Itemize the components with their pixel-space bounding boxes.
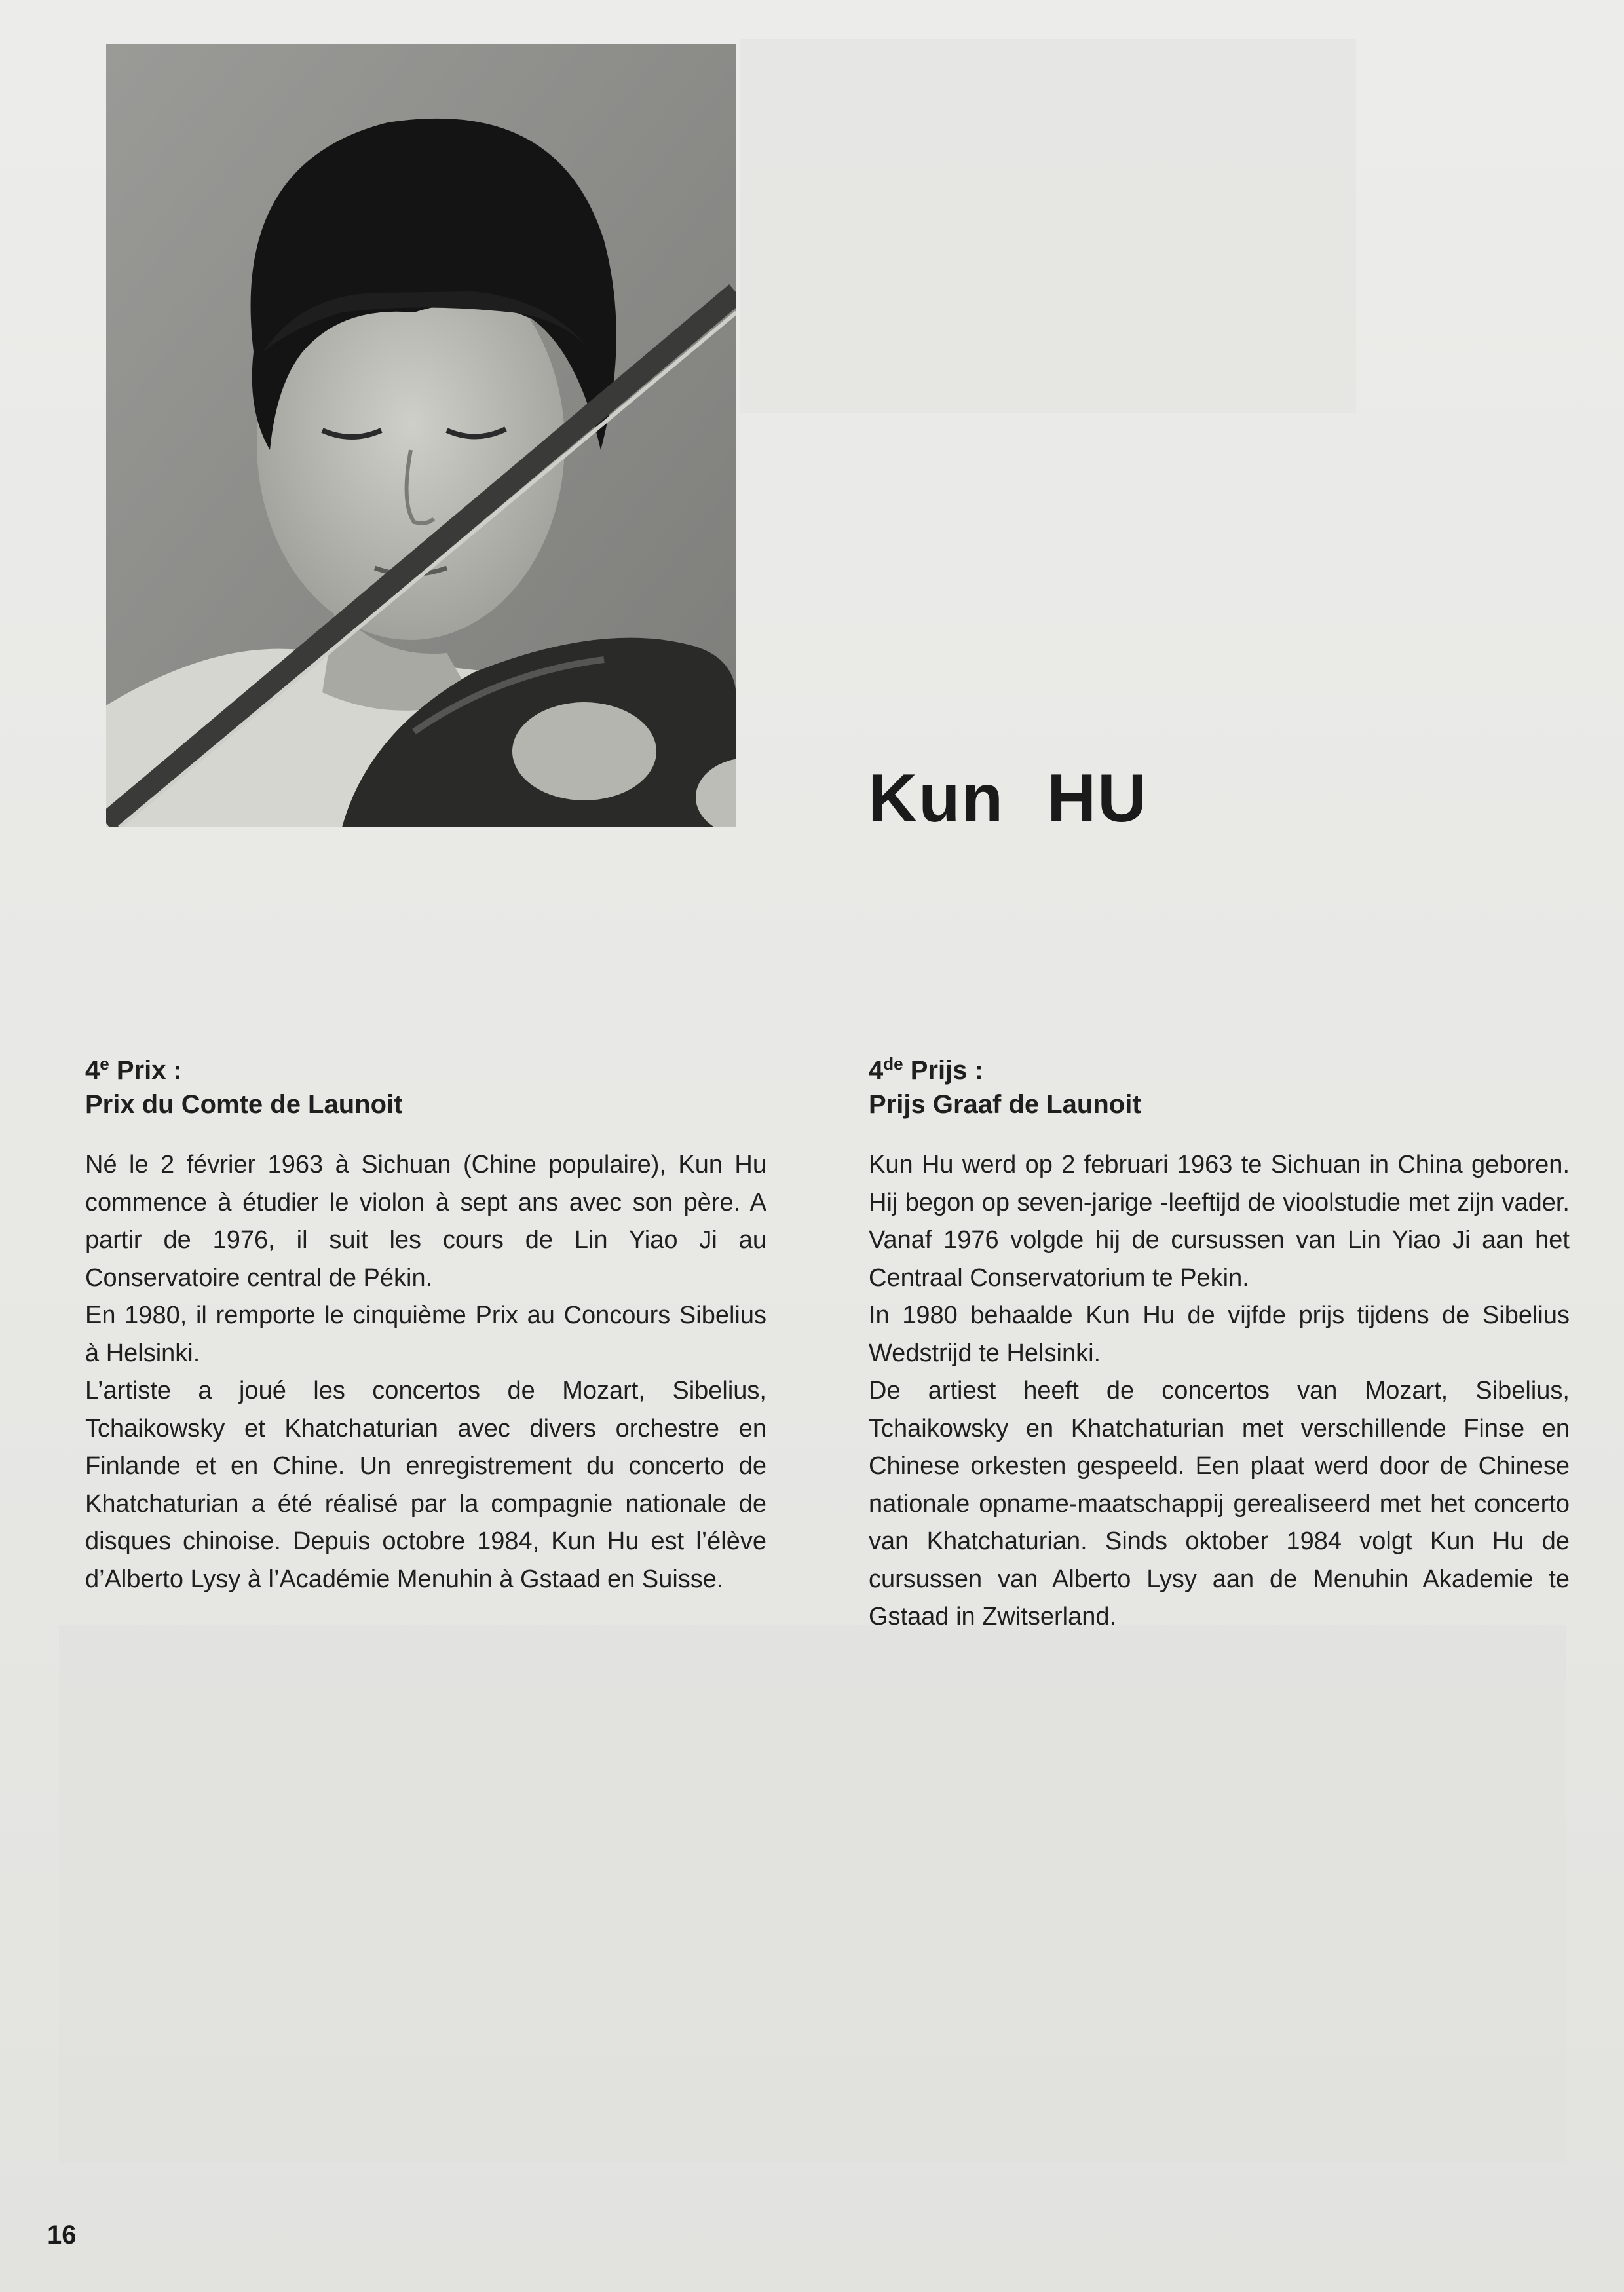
bleed-through-bottom — [59, 1625, 1566, 2162]
french-rank-suffix: e — [100, 1054, 109, 1074]
violinist-portrait-image — [106, 44, 736, 827]
dutch-prize-name: Prijs Graaf de Launoit — [869, 1090, 1141, 1119]
dutch-rank-word: Prijs : — [903, 1056, 983, 1085]
dutch-rank-suffix: de — [883, 1054, 903, 1074]
bleed-through-top — [740, 39, 1356, 413]
dutch-prize-rank — [869, 1053, 1570, 1087]
portrait-photo — [106, 44, 736, 827]
dutch-paragraph-career: De artiest heeft de concertos van Mozart, Sibelius, Tchaikowsky en Khatchaturian met verschillende Finse en Chinese orkesten gespeeld. Een plaat werd door de Chinese nationale opname-maatschappij gerealiseerd met het concerto van Khatchaturian. Sinds oktober 1984 volgt Kun Hu de cursussen van Alberto Lysy aan de Menuhin Akademie te Gstaad in Zwitserland. — [869, 1377, 1570, 1630]
dutch-rank-number: 4 — [869, 1056, 884, 1085]
french-paragraph-career: L’artiste a joué les concertos de Mozart, Sibelius, Tchaikowsky et Khatchaturian avec divers orchestre en Finlande et en Chine. Un enregistrement du concerto de Khatchaturian a été réalisé par la compagnie nationale de disques chinoise. Depuis octobre 1984, Kun Hu est l’élève d’Alberto Lysy à l’Académie Menuhin à Gstaad en Suisse. — [85, 1377, 766, 1593]
french-column — [85, 1053, 766, 1598]
artist-last-name: HU — [1047, 761, 1148, 836]
page-number: 16 — [47, 2221, 77, 2249]
artist-first-name: Kun — [868, 761, 1005, 836]
dutch-paragraph-sibelius: In 1980 behaalde Kun Hu de vijfde prijs tijdens de Sibelius Wedstrijd te Helsinki. — [869, 1302, 1570, 1367]
french-prize-rank — [85, 1053, 766, 1087]
dutch-paragraph-birth: Kun Hu werd op 2 februari 1963 te Sichuan in China geboren. Hij begon op seven-jarige -leeftijd de vioolstudie met zijn vader. Vanaf 1976 volgde hij de cursussen van Lin Yiao Ji aan het Centraal Conservatorium te Pekin. — [869, 1151, 1570, 1292]
french-prize-name: Prix du Comte de Launoit — [85, 1090, 403, 1119]
dutch-column — [869, 1053, 1570, 1636]
french-paragraph-sibelius: En 1980, il remporte le cinquième Prix au Concours Sibelius à Helsinki. — [85, 1302, 766, 1367]
french-rank-number: 4 — [85, 1056, 100, 1085]
artist-name-heading — [868, 760, 1148, 838]
french-paragraph-birth: Né le 2 février 1963 à Sichuan (Chine populaire), Kun Hu commence à étudier le violon à sept ans avec son père. A partir de 1976, il suit les cours de Lin Yiao Ji au Conservatoire central de Pékin. — [85, 1151, 766, 1292]
french-rank-word: Prix : — [109, 1056, 182, 1085]
